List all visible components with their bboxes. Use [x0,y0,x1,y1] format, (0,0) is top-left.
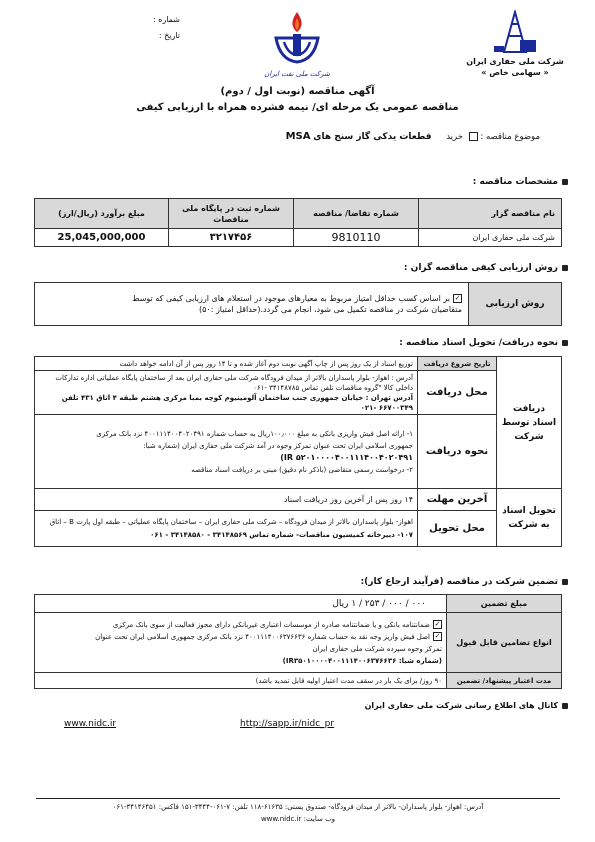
subject-label: موضوع مناقصه : [480,132,540,142]
number-label: شماره : [152,15,180,24]
subject-option: خرید [446,132,463,142]
validity-value: ۹۰ روز/ برای یک بار در سقف مدت اعتبار اولیه قابل تمدید باشد) [35,673,447,689]
deadline-text: ۱۴ روز پس از آخرین روز دریافت اسناد [35,489,418,511]
website-link[interactable]: www.nidc.ir [64,719,117,729]
documents-table [34,356,562,547]
evaluation-label: روش ارزیابی [469,283,562,326]
col-header-estimate: مبلغ برآورد (ریال/ارز) [35,199,169,229]
footer-address: آدرس: اهواز- بلوار پاسداران- بالاتر از میدان فرودگاه- صندوق پستی: ۶۱۶۳۵-۱۱۸ تلفن: ۷-۰۶۱-۳۴۴۴-۱۵۱ فاکس: ۳۴۱۴۶۴۵۱-۰۶۱ [112,803,484,811]
cell-number: 9810110 [294,229,419,247]
nioc-logo [262,8,332,76]
section5-title: کانال های اطلاع رسانی شرکت ملی حفاری ایران [280,700,568,711]
bullet-icon [562,579,568,585]
bullet-icon [562,703,568,709]
company-name: شرکت ملی حفاری ایران [466,57,564,66]
checked-box-icon: ✓ [434,632,441,640]
deliver-place-text: اهواز- بلوار پاسداران بالاتر از میدان فرودگاه – شرکت ملی حفاری ایران – ساختمان پایگاه عملیاتی – طبقه اول پارت B – اتاق ۱۰۷- دبیرخانه کمیسیون مناقصات- شماره تماس ۳۴۱۴۸۵۶۹ - ۳۴۱۴۸۵۸۰ - ۰۶۱ [35,511,418,547]
bullet-icon [562,265,568,271]
method-label: نحوه دریافت [418,415,497,489]
section2-title: روش ارزیابی کیفی مناقصه گران : [300,262,568,274]
section4-title: تضمین شرکت در مناقصه (فرآیند ارجاع کار): [300,576,568,588]
flame-icon [262,8,332,76]
deadline-label: آخرین مهلت [418,489,497,511]
deliver-group-label: تحویل اسناد به شرکت [497,489,562,547]
social-link[interactable]: http://sapp.ir/nidc_pr [240,719,335,729]
subject-row [200,131,540,147]
drilling-rig-icon [490,10,540,54]
col-header-registration: شماره ثبت در پایگاه ملی مناقصات [169,199,294,229]
evaluation-text: ✓بر اساس کسب حداقل امتیاز مربوط به معیارهای موجود در استعلام های ارزیابی کیفی که توسط متقاضیان شرکت در مناقصه تکمیل می شود، انجام می گردد.(حداقل امتیاز :۵۰) [35,283,469,326]
nioc-logo-text: شرکت ملی نفت ایران [264,70,330,78]
types-text: ✓ضمانتنامه بانکی و یا ضمانتنامه صادره از موسسات اعتباری غیربانکی دارای مجوز فعالیت از سوی بانک مرکزی ✓اصل فیش واریز وجه نقد به حساب شماره ۴۰۰۱۱۱۴۰۰۶۳۷۶۶۳۶ نزد بانک مرکزی جمهوری اسلامی ایران تحت عنوان تمرکز وجوه سپرده شرکت ملی حفاری ایران (شماره شبا: IR۳۵۰۱۰۰۰۰۴۰۰۱۱۱۴۰۰۶۳۷۶۶۳۶) [35,613,447,673]
col-header-organizer: نام مناقصه گزار [419,199,562,229]
section3-title: نحوه دریافت/ تحویل اسناد مناقصه : [300,337,568,349]
subject-code: MSA [285,131,311,142]
cell-organizer: شرکت ملی حفاری ایران [419,229,562,247]
evaluation-table [34,282,562,326]
tender-type-title: مناقصه عمومی یک مرحله ای/ نیمه فشرده همراه با ارزیابی کیفی [136,102,459,113]
company-sub: « سهامی خاص » [481,68,549,77]
section1-title: مشخصات مناقصه : [300,176,568,188]
checked-box-icon: ✓ [454,294,461,302]
start-label: تاریخ شروع دریافت [418,357,497,371]
subject-value: قطعات یدکی گاز سنج های [313,132,432,142]
footer-website: وب سایت: www.nidc.ir [260,815,336,823]
types-label: انواع تضامین قابل قبول [447,613,562,673]
amount-value: ۰۰۰ / ۰۰۰ / ۲۵۳ / ۱ ریال [35,595,447,613]
amount-label: مبلغ تضمین [447,595,562,613]
bullet-icon [562,179,568,185]
place-text: آدرس : اهواز- بلوار پاسداران بالاتر از میدان فرودگاه شرکت ملی حفاری ایران بعد از ساختمان پایگاه عملیاتی اداره تدارکات داخلی کالا "گروه مناقصات تلفن تماس ۳۴۱۴۸۷۸۵ -۰۶۱ آدرس تهران : خیابان جمهوری جنب ساختمان آلومینیوم کوچه بمبا مرکزی هشتم طبقه ۴ اتاق ۴۳۱ تلفن ۶۶۷۰۰۳۴۹ -۰۲۱ [35,371,418,415]
bullet-icon [562,340,568,346]
cell-estimate: 25,045,000,000 [35,229,169,247]
deliver-place-label: محل تحویل [418,511,497,547]
col-header-number: شماره تقاضا/ مناقصه [294,199,419,229]
method-text: ۱- ارائه اصل فیش واریزی بانکی به مبلغ ۱۰۰٫۰۰۰ریال به حساب شماره ۴۰۰۱۱۱۴۰۰۴۰۲۰۴۹۱ نزد بانک مرکزی جمهوری اسلامی ایران تحت عنوان تمرکز وجوه در آمد شرکت ملی حفاری ایران (شماره شبا: IR ۵۲۰۱۰۰۰۰۴۰۰۱۱۱۴۰۰۴۰۲۰۴۹۱) ۲- درخواست رسمی متقاضی (باذکر نام دقیق) مبنی بر دریافت اسناد مناقصه [35,415,418,489]
date-label: تاریخ : [158,31,180,40]
validity-label: مدت اعتبار پیشنهاد/ تضمین [447,673,562,689]
footer-divider [36,798,560,799]
start-text: توزیع اسناد از یک روز پس از چاپ آگهی نوبت دوم آغاز شده و تا ۱۴ روز پس از آن ادامه خواهد داشت [35,357,418,371]
checkbox-icon [469,132,478,141]
guarantee-table [34,594,562,689]
announcement-title: آگهی مناقصه (نوبت اول / دوم) [220,86,375,97]
nidc-logo [490,10,540,54]
cell-registration: ۳۲۱۷۴۵۶ [169,229,294,247]
tender-spec-table [34,198,562,247]
receive-group-label: دریافت اسناد توسط شرکت [497,357,562,489]
checked-box-icon: ✓ [434,620,441,628]
place-label: محل دریافت [418,371,497,415]
